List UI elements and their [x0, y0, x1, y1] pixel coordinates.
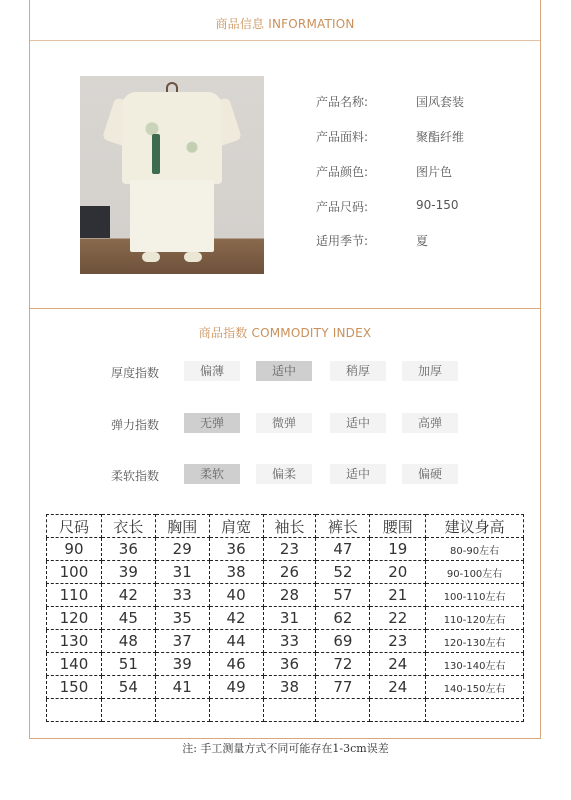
information-divider [30, 40, 540, 41]
shoe-right [184, 252, 202, 262]
table-cell [209, 699, 263, 722]
table-cell: 42 [209, 607, 263, 630]
thickness-index-label: 厚度指数 [111, 366, 160, 380]
table-cell: 24 [370, 653, 426, 676]
header-height: 建议身高 [426, 515, 524, 538]
table-cell: 72 [316, 653, 370, 676]
measurement-note: 注: 手工测量方式不同可能存在1-3cm误差 [182, 742, 389, 755]
header-waist: 腰围 [370, 515, 426, 538]
elasticity-option-selected: 无弹 [184, 413, 240, 433]
softness-index-label: 柔软指数 [111, 469, 160, 483]
table-cell: 35 [155, 607, 209, 630]
table-cell [370, 699, 426, 722]
table-cell: 69 [316, 630, 370, 653]
table-cell: 49 [209, 676, 263, 699]
table-cell: 110-120左右 [426, 607, 524, 630]
table-cell: 37 [155, 630, 209, 653]
table-cell: 36 [209, 538, 263, 561]
table-cell: 23 [263, 538, 316, 561]
info-value: 聚酯纤维 [416, 130, 465, 144]
tassel-shape [152, 134, 160, 174]
table-row [47, 607, 524, 630]
table-cell: 22 [370, 607, 426, 630]
table-cell: 40 [209, 584, 263, 607]
table-cell: 120-130左右 [426, 630, 524, 653]
table-cell: 140 [47, 653, 102, 676]
table-row [47, 584, 524, 607]
table-row [47, 630, 524, 653]
table-cell: 38 [209, 561, 263, 584]
table-cell [426, 699, 524, 722]
table-cell: 77 [316, 676, 370, 699]
table-cell: 90 [47, 538, 102, 561]
table-cell: 24 [370, 676, 426, 699]
table-cell [316, 699, 370, 722]
info-label: 产品名称: [316, 95, 369, 109]
table-cell: 52 [316, 561, 370, 584]
table-cell: 39 [101, 561, 155, 584]
info-label: 适用季节: [316, 234, 369, 248]
header-shoulder: 肩宽 [209, 515, 263, 538]
thickness-option: 稍厚 [330, 361, 386, 381]
header-length: 衣长 [101, 515, 155, 538]
table-cell: 38 [263, 676, 316, 699]
elasticity-option: 微弹 [256, 413, 312, 433]
table-cell: 36 [263, 653, 316, 676]
table-cell: 45 [101, 607, 155, 630]
table-cell [155, 699, 209, 722]
book-shape [80, 206, 110, 238]
table-cell: 42 [101, 584, 155, 607]
table-cell: 33 [155, 584, 209, 607]
shoe-left [142, 252, 160, 262]
table-row [47, 653, 524, 676]
table-cell: 29 [155, 538, 209, 561]
table-cell: 33 [263, 630, 316, 653]
table-cell [101, 699, 155, 722]
elasticity-option: 高弹 [402, 413, 458, 433]
softness-option: 偏硬 [402, 464, 458, 484]
table-cell: 41 [155, 676, 209, 699]
info-value: 图片色 [416, 165, 453, 179]
table-cell: 20 [370, 561, 426, 584]
table-cell: 54 [101, 676, 155, 699]
table-cell: 150 [47, 676, 102, 699]
table-cell [47, 699, 102, 722]
info-label: 产品颜色: [316, 165, 369, 179]
table-row [47, 676, 524, 699]
table-cell: 90-100左右 [426, 561, 524, 584]
table-cell: 23 [370, 630, 426, 653]
size-chart-table [46, 514, 524, 722]
table-row [47, 561, 524, 584]
shirt-shape [122, 92, 222, 184]
information-title: 商品信息 INFORMATION [215, 17, 355, 31]
table-cell: 47 [316, 538, 370, 561]
table-cell: 130-140左右 [426, 653, 524, 676]
table-cell: 21 [370, 584, 426, 607]
pants-shape [130, 180, 214, 252]
table-cell: 31 [263, 607, 316, 630]
table-cell: 31 [155, 561, 209, 584]
table-cell: 80-90左右 [426, 538, 524, 561]
table-cell: 46 [209, 653, 263, 676]
table-cell: 26 [263, 561, 316, 584]
table-cell: 100 [47, 561, 102, 584]
table-cell: 100-110左右 [426, 584, 524, 607]
softness-option: 偏柔 [256, 464, 312, 484]
table-cell: 19 [370, 538, 426, 561]
info-label: 产品面料: [316, 130, 369, 144]
thickness-option-selected: 适中 [256, 361, 312, 381]
thickness-option: 偏薄 [184, 361, 240, 381]
size-table-header-row [47, 515, 524, 538]
header-pants-length: 裤长 [316, 515, 370, 538]
table-row [47, 538, 524, 561]
header-sleeve: 袖长 [263, 515, 316, 538]
table-cell: 130 [47, 630, 102, 653]
info-value: 90-150 [416, 198, 459, 212]
info-value: 夏 [416, 234, 429, 248]
thickness-option: 加厚 [402, 361, 458, 381]
table-cell: 44 [209, 630, 263, 653]
table-cell: 62 [316, 607, 370, 630]
table-cell: 39 [155, 653, 209, 676]
softness-option: 适中 [330, 464, 386, 484]
table-row-empty [47, 699, 524, 722]
table-cell: 36 [101, 538, 155, 561]
elasticity-option: 适中 [330, 413, 386, 433]
table-cell: 140-150左右 [426, 676, 524, 699]
header-chest: 胸围 [155, 515, 209, 538]
table-cell: 110 [47, 584, 102, 607]
softness-option-selected: 柔软 [184, 464, 240, 484]
table-cell: 57 [316, 584, 370, 607]
table-cell: 51 [101, 653, 155, 676]
info-label: 产品尺码: [316, 200, 369, 214]
product-photo [80, 76, 264, 274]
table-cell [263, 699, 316, 722]
header-size: 尺码 [47, 515, 102, 538]
info-value: 国风套装 [416, 95, 465, 109]
table-cell: 48 [101, 630, 155, 653]
table-cell: 120 [47, 607, 102, 630]
table-cell: 28 [263, 584, 316, 607]
elasticity-index-label: 弹力指数 [111, 418, 160, 432]
commodity-index-title: 商品指数 COMMODITY INDEX [198, 326, 372, 340]
